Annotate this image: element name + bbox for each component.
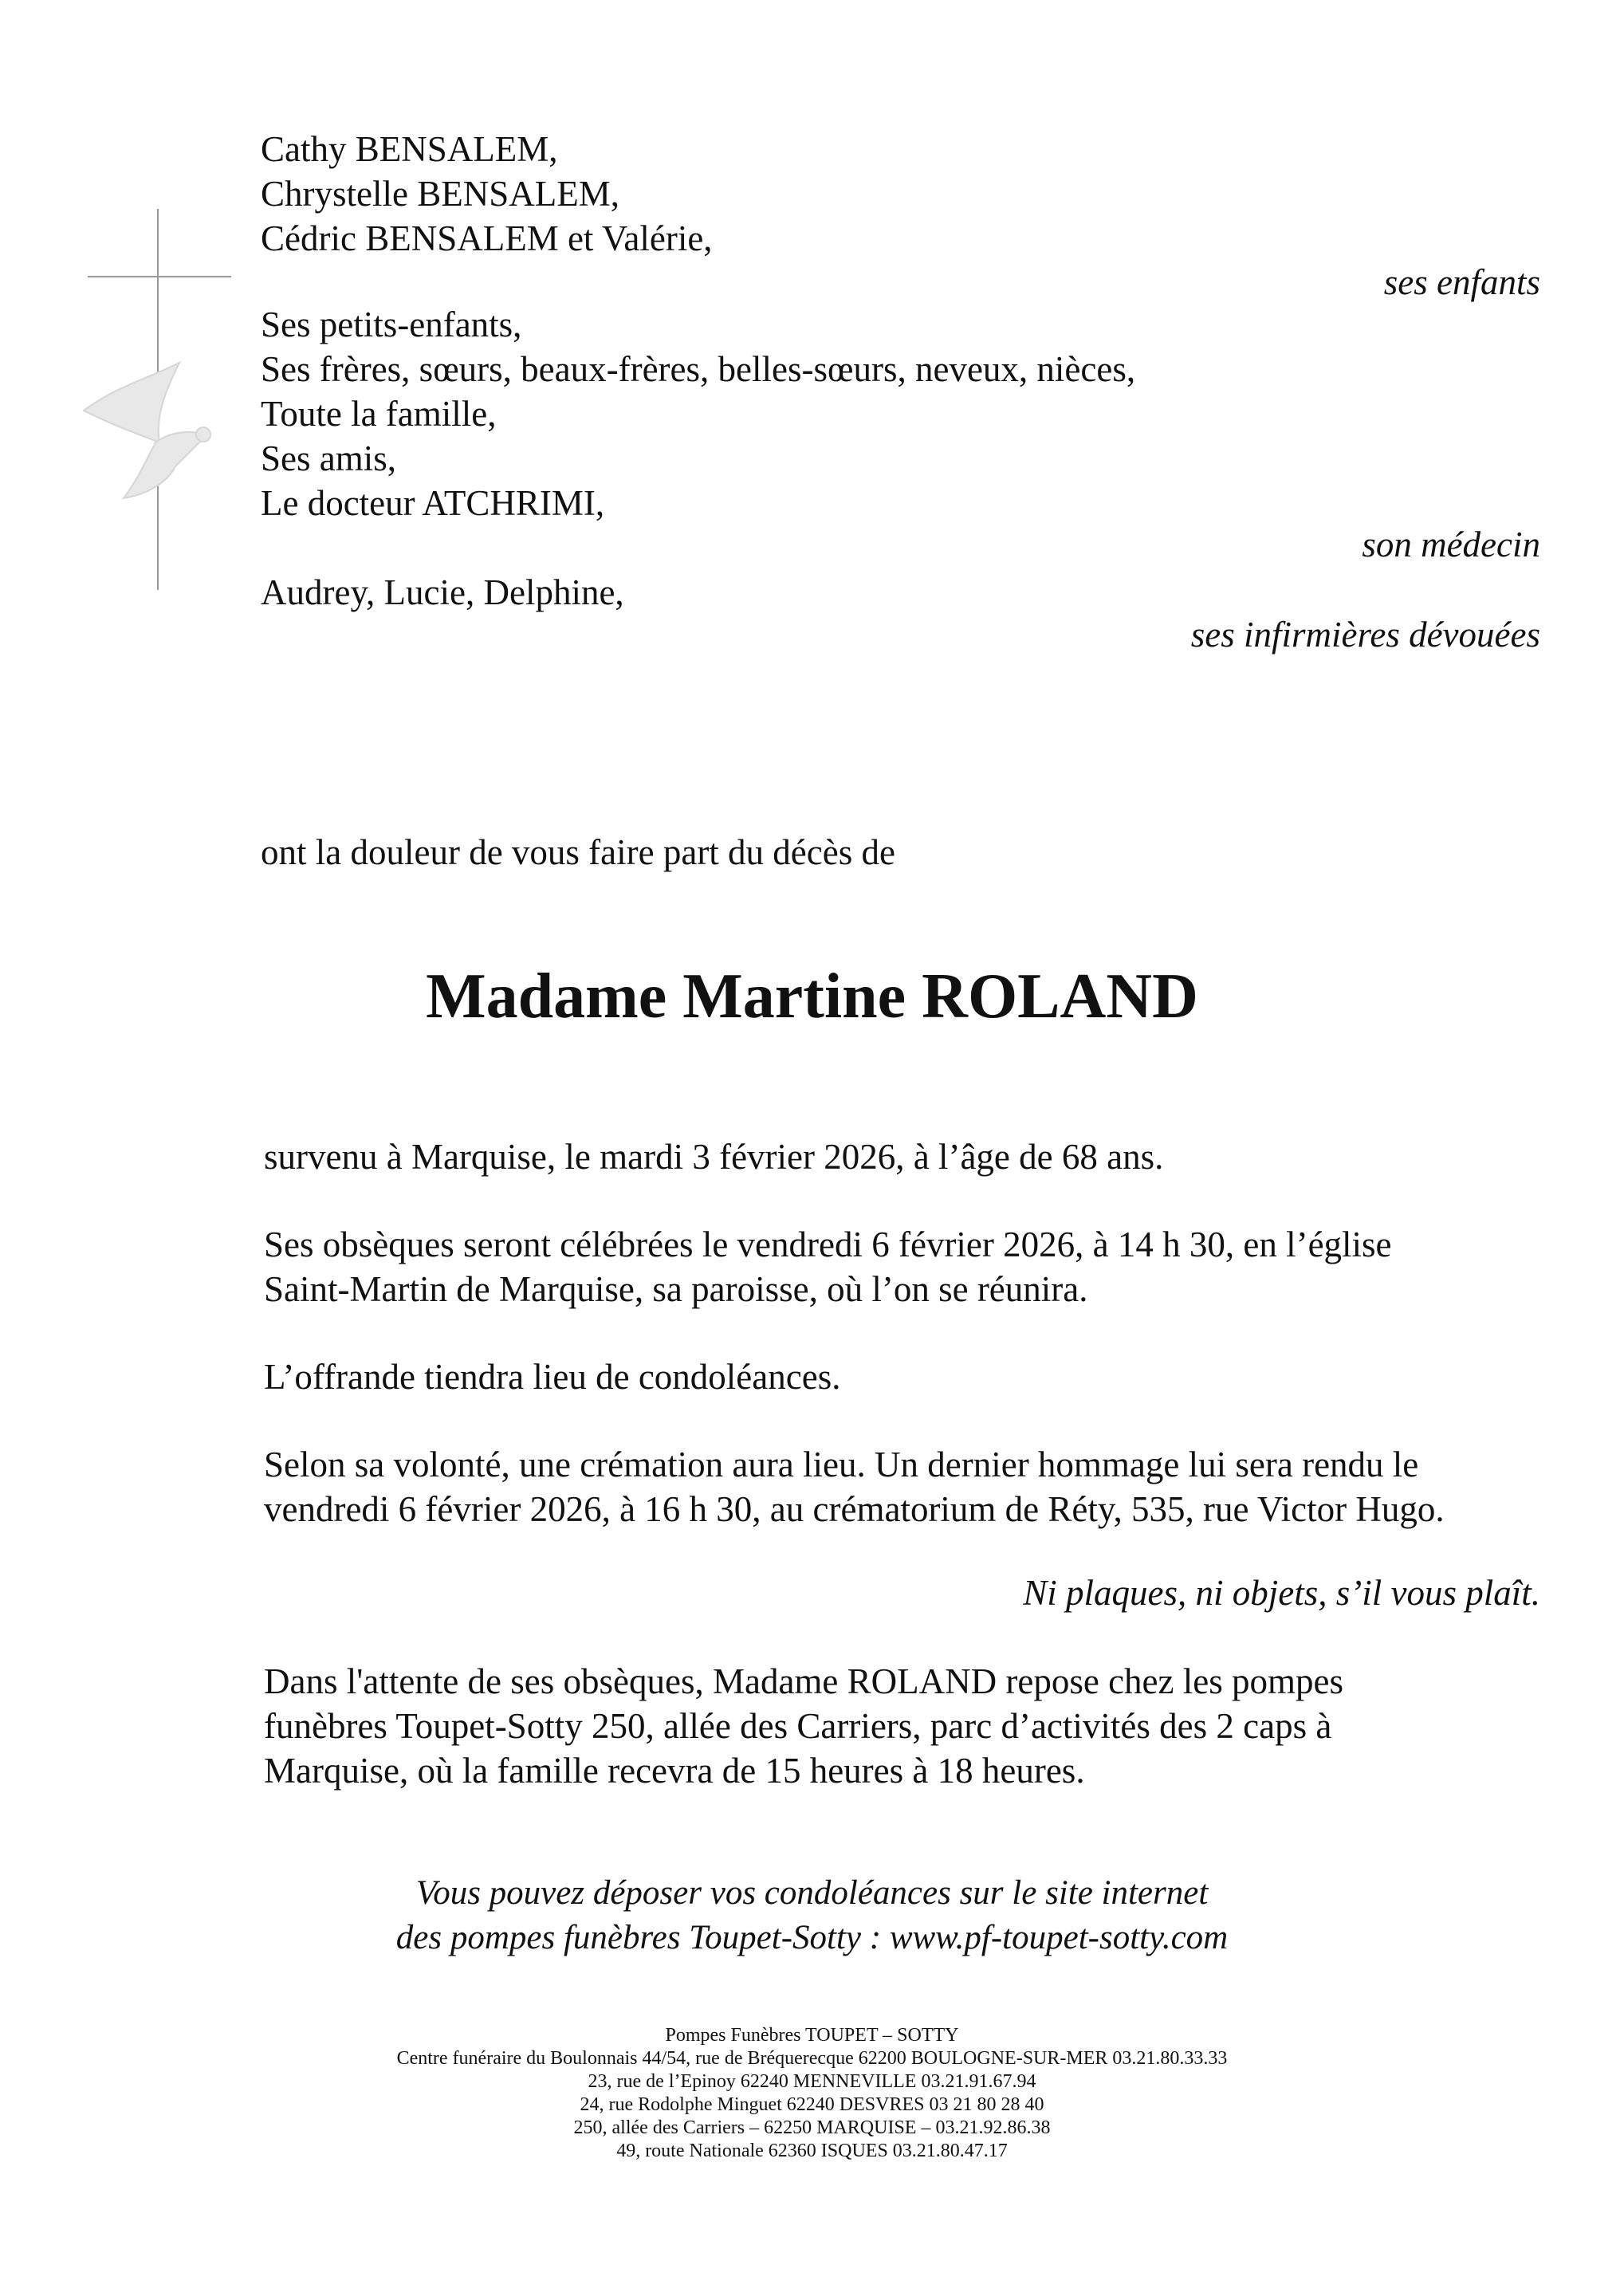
family-friends: Ses amis, <box>261 438 397 478</box>
family-whole: Toute la famille, <box>261 394 497 434</box>
footer-line: 49, route Nationale 62360 ISQUES 03.21.80.47.17 <box>616 2141 1008 2161</box>
footer-line: Pompes Funèbres TOUPET – SOTTY <box>665 2025 959 2046</box>
repose-line-2: funèbres Toupet-Sotty 250, allée des Carriers, parc d’activités des 2 caps à <box>264 1706 1332 1746</box>
footer-line: 24, rue Rodolphe Minguet 62240 DESVRES 03 21 80 28 40 <box>580 2094 1044 2115</box>
funeral-home-footer <box>0 2024 1624 2163</box>
death-notice: survenu à Marquise, le mardi 3 février 2026, à l’âge de 68 ans. <box>264 1137 1164 1177</box>
repose-line-3: Marquise, où la famille recevra de 15 heures à 18 heures. <box>264 1751 1085 1791</box>
children-relation: ses enfants <box>1383 262 1540 302</box>
family-siblings: Ses frères, sœurs, beaux-frères, belles-sœurs, neveux, nièces, <box>261 349 1136 389</box>
family-doctor: Le docteur ATCHRIMI, <box>261 483 605 523</box>
condolence-website-note <box>0 1871 1624 1960</box>
repose-line-1: Dans l'attente de ses obsèques, Madame ROLAND repose chez les pompes <box>264 1661 1343 1701</box>
footer-line: 23, rue de l’Epinoy 62240 MENNEVILLE 03.21.91.67.94 <box>588 2071 1036 2092</box>
cross-icon-horizontal <box>88 276 231 277</box>
family-grandchildren: Ses petits-enfants, <box>261 305 522 344</box>
no-flowers-note: Ni plaques, ni objets, s’il vous plaît. <box>1023 1573 1540 1613</box>
family-child-2: Chrystelle BENSALEM, <box>261 174 619 214</box>
footer-line: Centre funéraire du Boulonnais 44/54, rue de Bréquerecque 62200 BOULOGNE-SUR-MER 03.21.80.33.33 <box>396 2048 1228 2069</box>
website-note-line-2: des pompes funèbres Toupet-Sotty : www.pf-toupet-sotty.com <box>395 1919 1229 1956</box>
deceased-name: Madame Martine ROLAND <box>426 961 1198 1032</box>
footer-line: 250, allée des Carriers – 62250 MARQUISE – 03.21.92.86.38 <box>573 2117 1051 2138</box>
nurses-relation: ses infirmières dévouées <box>1190 615 1540 655</box>
family-nurses: Audrey, Lucie, Delphine, <box>261 572 624 612</box>
funeral-line-2: Saint-Martin de Marquise, sa paroisse, où l’on se réunira. <box>264 1269 1088 1309</box>
family-child-1: Cathy BENSALEM, <box>261 129 558 169</box>
offering-note: L’offrande tiendra lieu de condoléances. <box>264 1357 841 1397</box>
cremation-line-2: vendredi 6 février 2026, à 16 h 30, au crématorium de Réty, 535, rue Victor Hugo. <box>264 1489 1445 1529</box>
announcement: ont la douleur de vous faire part du décès de <box>261 832 895 872</box>
family-child-3: Cédric BENSALEM et Valérie, <box>261 218 713 258</box>
doctor-relation: son médecin <box>1362 525 1540 564</box>
cremation-line-1: Selon sa volonté, une crémation aura lieu. Un dernier hommage lui sera rendu le <box>264 1445 1419 1484</box>
website-note-line-1: Vous pouvez déposer vos condoléances sur le site internet <box>415 1874 1209 1912</box>
dove-icon <box>68 355 227 514</box>
funeral-line-1: Ses obsèques seront célébrées le vendredi 6 février 2026, à 14 h 30, en l’église <box>264 1225 1392 1264</box>
